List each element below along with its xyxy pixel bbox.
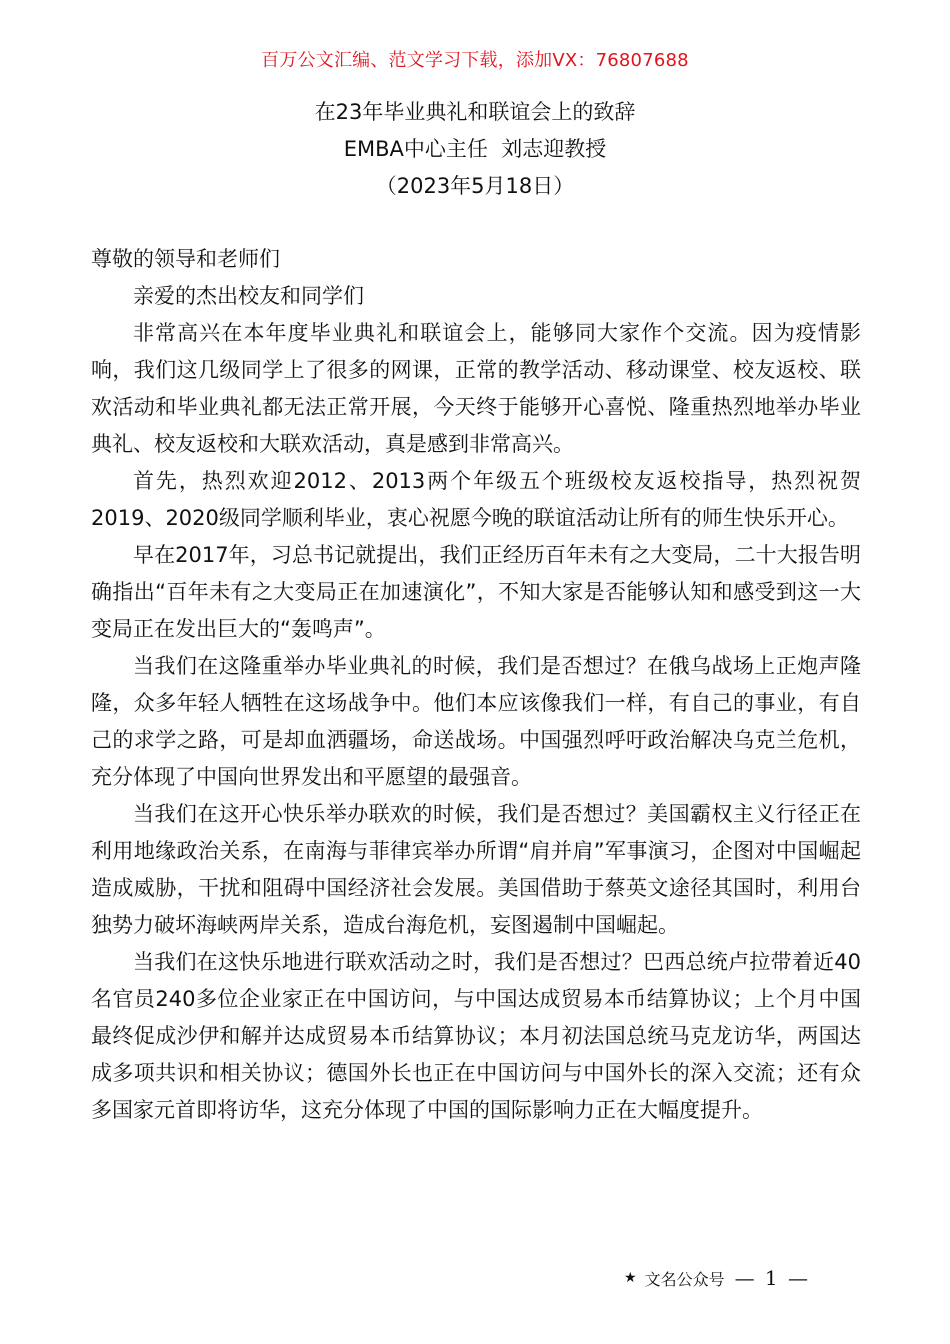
paragraph: 非常高兴在本年度毕业典礼和联谊会上，能够同大家作个交流。因为疫情影响，我们这几级同学上了很多的网课，正常的教学活动、移动课堂、校友返校、联欢活动和毕业典礼都无法正常开展，今天终于能够开心喜悦、隆重热烈地举办毕业典礼、校友返校和大联欢活动，真是感到非常高兴。 — [91, 321, 861, 456]
paragraph: 当我们在这隆重举办毕业典礼的时候，我们是否想过？在俄乌战场上正炮声隆隆，众多年轻人牺牲在这场战争中。他们本应该像我们一样，有自己的事业，有自己的求学之路，可是却血洒疆场，命送战场。中国强烈呼吁政治解决乌克兰危机，充分体现了中国向世界发出和平愿望的最强音。 — [91, 654, 861, 789]
page-footer — [624, 1266, 810, 1290]
page-number: — 1 — — [734, 1266, 811, 1290]
document-date: （2023年5月18日） — [375, 174, 575, 198]
paragraph: 首先，热烈欢迎2012、2013两个年级五个班级校友返校指导，热烈祝贺2019、2020级同学顺利毕业，衷心祝愿今晚的联谊活动让所有的师生快乐开心。 — [91, 469, 861, 530]
paragraph: 早在2017年，习总书记就提出，我们正经历百年未有之大变局，二十大报告明确指出“百年未有之大变局正在加速演化”，不知大家是否能够认知和感受到这一大变局正在发出巨大的“轰鸣声”。 — [91, 543, 861, 641]
document-title: 在23年毕业典礼和联谊会上的致辞 — [314, 100, 636, 124]
star-icon: ★ — [624, 1270, 637, 1286]
paragraph: 当我们在这开心快乐举办联欢的时候，我们是否想过？美国霸权主义行径正在利用地缘政治关系，在南海与菲律宾举办所谓“肩并肩”军事演习，企图对中国崛起造成威胁，干扰和阻碍中国经济社会发展。美国借助于蔡英文途径其国时，利用台独势力破坏海峡两岸关系，造成台海危机，妄图遏制中国崛起。 — [91, 802, 861, 937]
salutation-alumni: 亲爱的杰出校友和同学们 — [133, 284, 364, 308]
watermark-banner: 百万公文汇编、范文学习下载，添加VX：76807688 — [261, 50, 689, 71]
document-body — [91, 241, 861, 1129]
document-author: EMBA中心主任 刘志迎教授 — [343, 137, 607, 161]
document-header — [0, 94, 950, 205]
salutation-leaders: 尊敬的领导和老师们 — [91, 247, 280, 271]
footer-label: 文名公众号 — [644, 1269, 725, 1289]
paragraph: 当我们在这快乐地进行联欢活动之时，我们是否想过？巴西总统卢拉带着近40名官员240多位企业家正在中国访问，与中国达成贸易本币结算协议；上个月中国最终促成沙伊和解并达成贸易本币结算协议；本月初法国总统马克龙访华，两国达成多项共识和相关协议；德国外长也正在中国访问与中国外长的深入交流；还有众多国家元首即将访华，这充分体现了中国的国际影响力正在大幅度提升。 — [91, 950, 861, 1122]
